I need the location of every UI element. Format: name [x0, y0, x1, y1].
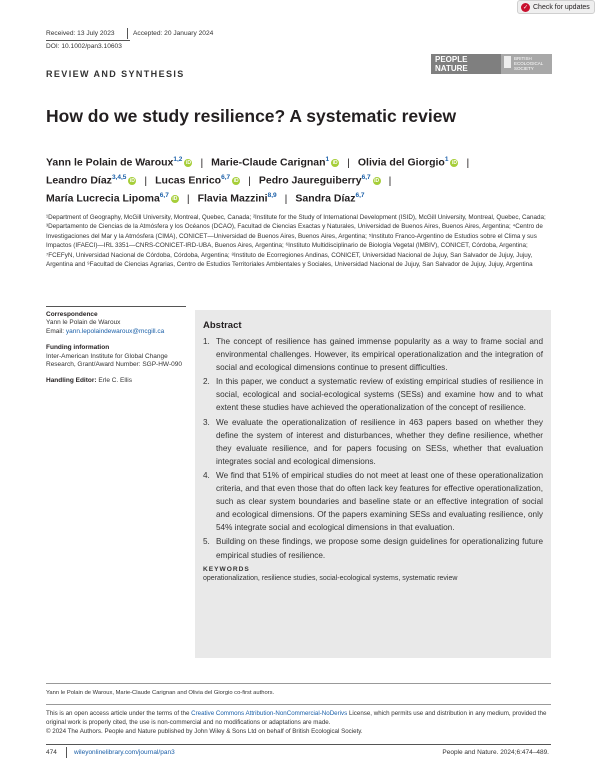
- check-for-updates-button[interactable]: [517, 0, 595, 14]
- author-separator: |: [388, 174, 392, 187]
- abstract-item-text: We find that 51% of empirical studies do not meet at least one of these operationalization criteria, and that even those that do often lack key features for effective operationalization, such as clear system boundaries and baseline state or an effective integration of social and ecological dimensions. Of the papers examining SESs and evaluating resilience, only 54% integrate social and ecological dimensions in that evaluation.: [216, 470, 543, 533]
- license-pre: This is an open access article under the terms of the: [46, 710, 192, 717]
- email-label: Email:: [46, 327, 66, 335]
- author-name[interactable]: Marie-Claude Carignan: [211, 156, 326, 169]
- article-info-column: [46, 311, 186, 386]
- abstract-item-number: 2.: [203, 377, 210, 387]
- orcid-icon[interactable]: iD: [451, 159, 457, 166]
- cc-license-link[interactable]: Creative Commons Attribution-NonCommercial-NoDerivs: [191, 710, 348, 717]
- doi: DOI: 10.1002/pan3.10603: [46, 43, 122, 50]
- header-rule: [46, 40, 130, 41]
- handling-editor-name: Erle C. Ellis: [98, 377, 132, 385]
- page-number: 474: [46, 749, 57, 756]
- author-affil: 1,2: [173, 156, 183, 163]
- author-name[interactable]: Flavia Mazzini: [197, 192, 268, 205]
- journal-url-link[interactable]: wileyonlinelibrary.com/journal/pan3: [74, 749, 175, 756]
- keywords: operationalization, resilience studies, social-ecological systems, systematic review: [203, 574, 458, 582]
- society-line1: BRITISH: [514, 56, 532, 61]
- abstract-item: [203, 416, 543, 468]
- journal-logo-line1: PEOPLE: [435, 55, 468, 64]
- author-separator: |: [144, 174, 148, 187]
- license-rule: [46, 704, 551, 705]
- orcid-icon[interactable]: iD: [129, 177, 135, 184]
- author-separator: |: [284, 192, 288, 205]
- author-affil: 6,7: [159, 192, 169, 199]
- co-first-author-footnote: Yann le Polain de Waroux, Marie-Claude Carignan and Olivia del Giorgio co-first authors.: [46, 690, 275, 696]
- check-updates-icon: ✓: [522, 4, 529, 11]
- author-affil: 1: [444, 156, 449, 163]
- email-link[interactable]: yann.lepolaindewaroux@mcgill.ca: [65, 327, 165, 335]
- license-post: License, which permits use and distribution in any medium, provided the original work is properly cited, the use is non-commercial and no modifications or adaptations are made.: [46, 710, 547, 726]
- author-separator: |: [200, 156, 204, 169]
- abstract-box: [195, 310, 551, 658]
- abstract-item-text: Building on these findings, we propose some design guidelines for operationalizing future empirical studies of resilience.: [216, 537, 543, 560]
- abstract-item-text: In this paper, we conduct a systematic review of existing empirical studies of resilience in social, ecological and social-ecological systems (SESs) and examine how and to what extent these studies have achieved the operationalization of the concept of resilience.: [216, 377, 543, 413]
- footer-divider: [66, 747, 67, 758]
- author-affil: 6,7: [355, 192, 365, 199]
- author-name[interactable]: Pedro Jaureguiberry: [258, 174, 362, 187]
- abstract-item: [203, 535, 543, 561]
- author-separator: |: [248, 174, 251, 187]
- keywords-heading: KEYWORDS: [203, 565, 250, 573]
- author-separator: |: [186, 192, 190, 205]
- author-affil: 3,4,5: [111, 174, 127, 181]
- author-separator: |: [466, 156, 470, 169]
- society-line3: SOCIETY: [514, 66, 534, 71]
- handling-editor-heading: Handling Editor:: [46, 377, 97, 385]
- correspondence-email-line: [46, 328, 186, 336]
- correspondence-heading: Correspondence: [46, 311, 98, 318]
- article-type-label: REVIEW AND SYNTHESIS: [46, 69, 185, 79]
- orcid-icon[interactable]: iD: [185, 159, 191, 166]
- copyright: © 2024 The Authors. People and Nature published by John Wiley & Sons Ltd on behalf of British Ecological Society.: [46, 728, 363, 735]
- abstract-item: [203, 469, 543, 534]
- license-text: [46, 709, 551, 736]
- article-title: How do we study resilience? A systematic review: [46, 106, 457, 126]
- footer-rule: [46, 744, 551, 745]
- society-line2: ECOLOGICAL: [514, 61, 544, 66]
- header-divider: [127, 28, 128, 39]
- journal-logo: [431, 54, 552, 74]
- author-separator: |: [347, 156, 350, 169]
- orcid-icon[interactable]: iD: [172, 195, 178, 202]
- funding-heading: Funding information: [46, 344, 110, 352]
- left-column-rule: [46, 306, 186, 307]
- citation: People and Nature. 2024;6:474–489.: [442, 749, 549, 756]
- orcid-icon[interactable]: iD: [233, 177, 239, 184]
- author-affil: 1: [325, 156, 330, 163]
- abstract-item-number: 1.: [203, 337, 210, 346]
- orcid-icon[interactable]: iD: [332, 159, 338, 166]
- author-name[interactable]: Lucas Enrico: [155, 174, 222, 187]
- handling-editor-line: [46, 377, 186, 385]
- abstract-item-number: 5.: [203, 537, 210, 547]
- abstract-item-text: The concept of resilience has gained immense popularity as a way to frame social and environmental challenges. However, its empirical operationalization and the integration of social and ecological dimensions continue to present difficulties.: [216, 337, 543, 373]
- abstract-item-text: We evaluate the operationalization of resilience in 463 papers based on whether they define the system of interest and disturbances, whether they define resilience, whether they evaluate resilience, and for papers focusing on SESs, whether that evaluation integrates social and ecological dimensions.: [216, 417, 543, 466]
- journal-logo-line2: NATURE: [435, 63, 468, 73]
- author-affil: 8,9: [267, 192, 277, 199]
- author-name[interactable]: Leandro Díaz: [46, 174, 112, 187]
- footnote-rule: [46, 683, 551, 684]
- society-logo-icon: [504, 56, 511, 68]
- orcid-icon[interactable]: iD: [374, 177, 380, 184]
- author-affil: 6,7: [221, 174, 231, 181]
- affiliations: ¹Department of Geography, McGill University, Montreal, Quebec, Canada; ²Institute for the Study of International Development (ISID), McGill University, Montreal, Quebec, Canada; ³Departamento de Ciencias de la Atmósfera y los Océanos (DCAO), Facultad de Ciencias Exactas y Naturales, Universidad de Buenos Aires, Buenos Aires, Argentina; ⁴Centro de Investigaciones del Mar y la Atmósfera (CIMA), CONICET—Universidad de Buenos Aires, Buenos Aires, Argentina; ⁵Instituto Franco-Argentino de Estudios sobre el Clima y sus Impactos (IFAECI)—IRL 3351—CNRS-CONICET-IRD-UBA, Buenos Aires, Argentina; ⁶Instituto Multidisciplinario de Biología Vegetal (IMBIV), CONICET, Córdoba, Argentina; ⁷FCEFyN, Universidad Nacional de Córdoba, Córdoba, Argentina; ⁸Instituto de Ecorregiones Andinas, CONICET, Universidad Nacional de Jujuy, San Salvador de Jujuy, Jujuy, Argentina and ⁹Facultad de Ciencias Agrarias, Centro de Estudios Territoriales Ambientales y Sociales, Universidad Nacional de Jujuy, San Salvador de Jujuy, Jujuy, Argentina: [46, 214, 546, 269]
- accepted-date: Accepted: 20 January 2024: [133, 30, 214, 37]
- check-updates-label: Check for updates: [533, 3, 590, 11]
- abstract-item: [203, 335, 543, 374]
- abstract-item-number: 3.: [203, 417, 210, 427]
- correspondence-name: Yann le Polain de Waroux: [46, 319, 121, 327]
- abstract-heading: Abstract: [203, 320, 242, 331]
- abstract-list: [203, 335, 543, 562]
- funding-text: Inter-American Institute for Global Change Research, Grant/Award Number: SGP-HW-090: [46, 352, 182, 369]
- author-name[interactable]: Yann le Polain de Waroux: [46, 156, 174, 169]
- author-line-3: [46, 186, 551, 209]
- author-affil: 6,7: [361, 174, 371, 181]
- received-date: Received: 13 July 2023: [46, 30, 115, 37]
- author-name[interactable]: María Lucrecia Lipoma: [46, 192, 160, 205]
- author-name[interactable]: Sandra Díaz: [295, 192, 356, 205]
- author-name[interactable]: Olivia del Giorgio: [357, 156, 445, 169]
- abstract-item-number: 4.: [203, 470, 210, 480]
- abstract-item: [203, 375, 543, 414]
